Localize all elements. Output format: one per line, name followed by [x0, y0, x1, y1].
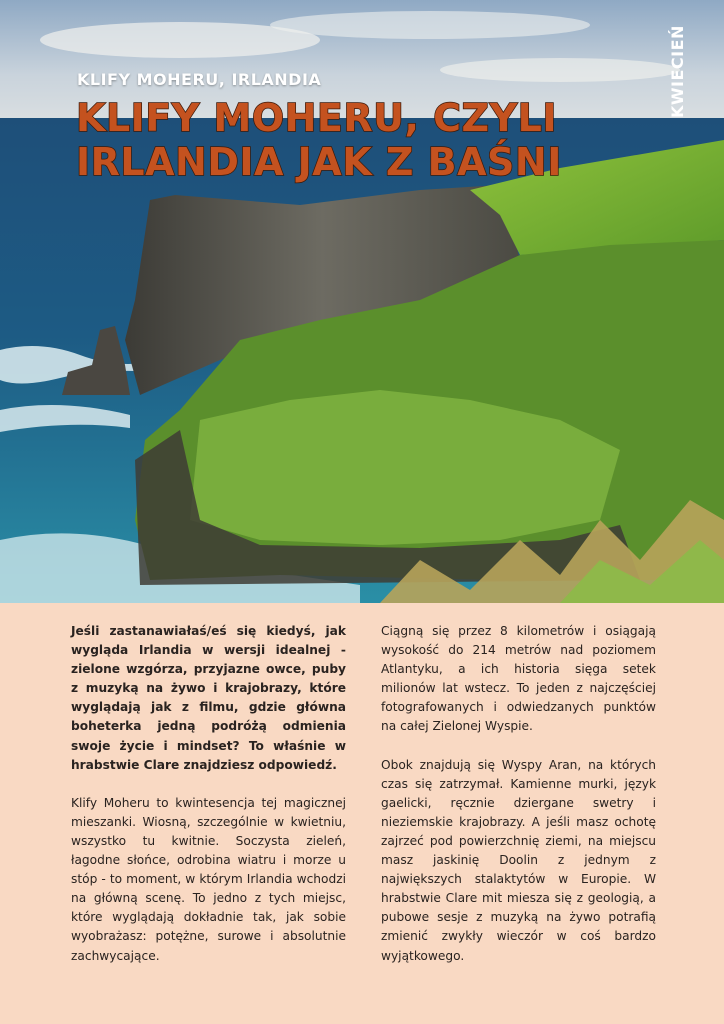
- month-label: KWIECIEŃ: [668, 25, 687, 118]
- body-paragraph: Ciągną się przez 8 kilometrów i osiągają wysokość do 214 metrów nad poziomem Atlantyku, a ich historia sięga setek milionów lat wstecz. To jeden z najczęściej fotografowanych i odwiedzanych punktów na całej Zielonej Wyspie.: [381, 624, 656, 734]
- page-title: KLIFY MOHERU, CZYLI IRLANDIA JAK Z BAŚNI: [76, 96, 562, 184]
- kicker-label: KLIFY MOHERU, IRLANDIA: [77, 70, 322, 89]
- body-paragraph: Klify Moheru to kwintesencja tej magicznej mieszanki. Wiosną, szczególnie w kwietniu, wszystko tu kwitnie. Soczysta zieleń, łagodne słońce, odrobina wiatru i morze u stóp - to moment, w którym Irlandia wchodzi na główną scenę. To jedno z tych miejsc, które wyglądają dokładnie tak, jak sobie wyobrażasz: potężne, surowe i absolutnie zachwycające.: [71, 795, 346, 963]
- article-column-left: [71, 622, 346, 985]
- body-paragraph: Obok znajdują się Wyspy Aran, na których czas się zatrzymał. Kamienne murki, język gaelicki, ręcznie dziergane swetry i nieziemskie krajobrazy. A jeśli masz ochotę zajrzeć pod powierzchnię ziemi, na miejscu masz jaskinię Doolin z jednym z największych stalaktytów w Europie. W hrabstwie Clare mit miesza się z geologią, a pubowe sesje z muzyką na żywo potrafią zmienić zwykły wieczór w coś bardzo wyjątkowego.: [381, 757, 656, 963]
- article-column-right: [381, 622, 656, 985]
- lead-paragraph: Jeśli zastanawiałaś/eś się kiedyś, jak wygląda Irlandia w wersji idealnej - zielone wzgórza, przyjazne owce, puby z muzyką na żywo i krajobrazy, które wyglądają jak z filmu, gdzie główna boheterka jedną podróżą odmienia swoje życie i mindset? To właśnie w hrabstwie Clare znajdziesz odpowiedź.: [71, 624, 346, 772]
